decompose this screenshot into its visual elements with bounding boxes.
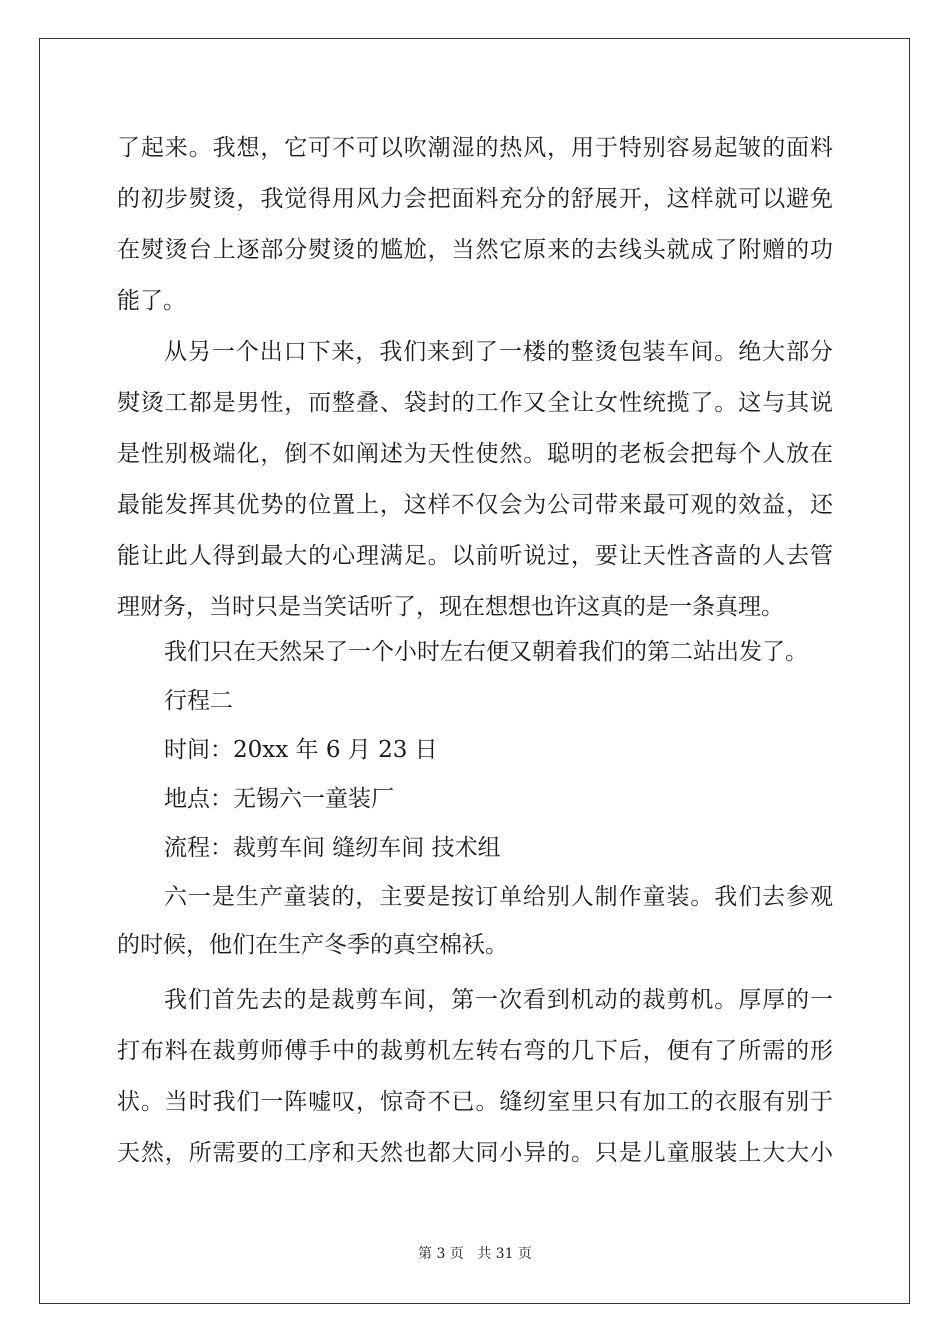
itinerary-location: 地点：无锡六一童装厂 [164,786,394,812]
text-line: 能了。 [117,288,186,314]
text-line: 了起来。我想，它可不可以吹潮湿的热风，用于特别容易起皱的面料 [117,135,833,161]
text-line: 在熨烫台上逐部分熨烫的尴尬，当然它原来的去线头就成了附赠的功 [117,237,833,263]
text-line: 我们首先去的是裁剪车间，第一次看到机动的裁剪机。厚厚的一 [164,987,833,1013]
text-line: 我们只在天然呆了一个小时左右便又朝着我们的第二站出发了。 [164,639,808,665]
text-line: 从另一个出口下来，我们来到了一楼的整烫包装车间。绝大部分 [164,339,833,365]
total-pages: 共 31 页 [477,1246,532,1262]
itinerary-process: 流程：裁剪车间 缝纫车间 技术组 [164,835,501,861]
text-line: 打布料在裁剪师傅手中的裁剪机左转右弯的几下后，便有了所需的形 [117,1038,833,1064]
text-line: 最能发挥其优势的位置上，这样不仅会为公司带来最可观的效益，还 [117,492,833,518]
text-line: 是性别极端化，倒不如阐述为天性使然。聪明的老板会把每个人放在 [117,441,833,467]
itinerary-time: 时间：20xx 年 6 月 23 日 [164,737,438,763]
page-footer [0,1244,950,1264]
page-number: 第 3 页 [418,1246,464,1262]
text-line: 理财务，当时只是当笑话听了，现在想想也许这真的是一条真理。 [117,594,784,620]
text-line: 六一是生产童装的，主要是按订单给别人制作童装。我们去参观 [164,884,833,910]
text-line: 的初步熨烫，我觉得用风力会把面料充分的舒展开，这样就可以避免 [117,186,833,212]
text-line: 熨烫工都是男性，而整叠、袋封的工作又全让女性统揽了。这与其说 [117,390,833,416]
section-heading: 行程二 [164,688,233,714]
text-line: 的时候，他们在生产冬季的真空棉袄。 [117,932,508,958]
text-line: 能让此人得到最大的心理满足。以前听说过，要让天性吝啬的人去管 [117,543,833,569]
text-line: 状。当时我们一阵嘘叹，惊奇不已。缝纫室里只有加工的衣服有别于 [117,1089,833,1115]
text-line: 天然，所需要的工序和天然也都大同小异的。只是儿童服装上大大小 [117,1140,833,1166]
